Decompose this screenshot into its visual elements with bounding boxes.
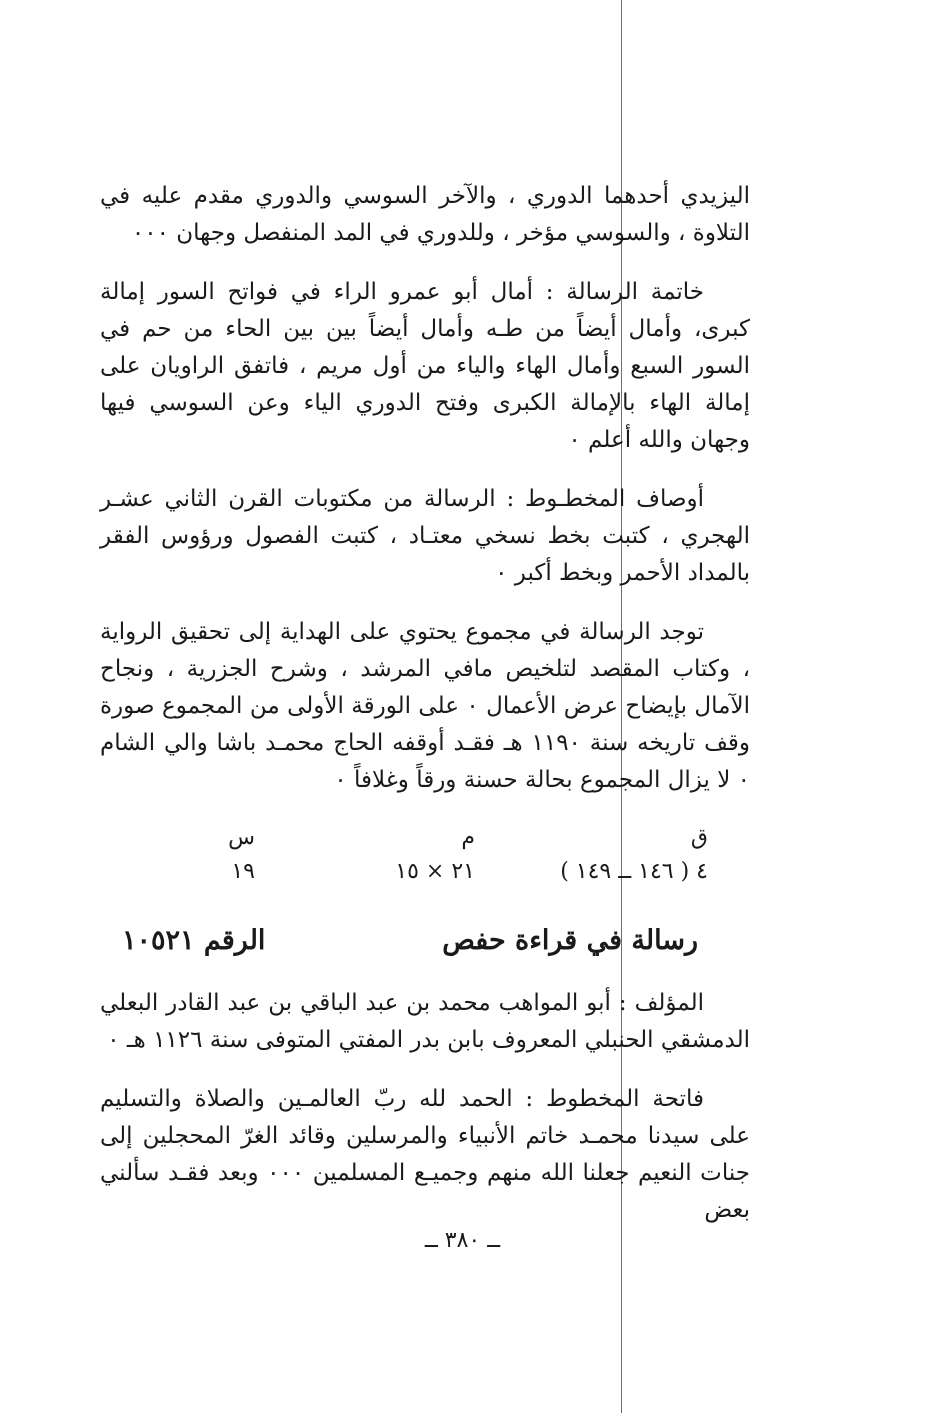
stat-dimensions-label: م	[461, 825, 475, 850]
document-page	[100, 178, 750, 1229]
stat-lines	[195, 821, 255, 889]
stat-lines-value: ١٩	[231, 859, 255, 884]
stat-folios	[488, 821, 708, 889]
paragraph-manuscript-description: أوصاف المخطـوط : الرسالة من مكتوبات القرن الثاني عشـر الهجري ، كتبت بخط نسخي معتـاد ، كتبت الفصول ورؤوس الفقر بالمداد الأحمر وبخط أكبر ٠	[100, 486, 750, 586]
stat-folios-value: ٤ ( ١٤٦ ــ ١٤٩ )	[560, 859, 708, 884]
stat-dimensions-value: ٢١ × ١٥	[395, 859, 475, 884]
paragraph-collection-location: توجد الرسالة في مجموع يحتوي على الهداية إلى تحقيق الرواية ، وكتاب المقصد لتلخيص مافي المرشد ، وشرح الجزرية ، ونجاح الآمال بإيضاح عرض الأعمال ٠ على الورقة الأولى من المجموع صورة وقف تاريخه سنة ١١٩٠ هـ فقـد أوقفه الحاج محمـد باشا والي الشام ٠ لا يزال المجموع بحالة حسنة ورقاً وغلافاً ٠	[100, 619, 751, 793]
paragraph-author: المؤلف : أبو المواهب محمد بن عبد الباقي بن عبد القادر البعلي الدمشقي الحنبلي المعروف بابن بدر المفتي المتوفى سنة ١١٢٦ هـ ٠	[100, 990, 750, 1053]
entry-title: رسالة في قراءة حفص	[442, 925, 698, 956]
page-number: ــ ٣٨٠ ــ	[424, 1228, 501, 1253]
manuscript-stats	[100, 821, 750, 895]
entry-number: الرقم ١٠٥٢١	[122, 925, 266, 956]
entry-heading	[100, 915, 750, 967]
stat-dimensions	[345, 821, 475, 889]
paragraph-epistle-ending: خاتمة الرسالة : أمال أبو عمرو الراء في فواتح السور إمالة كبرى، وأمال أيضاً من طـه وأمال أيضاً بين بين الحاء من حم في السور السبع وأمال الهاء والياء من أول مريم ، فاتفق الراويان على إمالة الهاء بالإمالة الكبرى وفتح الدوري الياء وعن السوسي فيها وجهان والله أعلم ٠	[100, 279, 750, 453]
stat-lines-label: س	[228, 825, 255, 850]
stat-folios-label: ق	[690, 825, 708, 850]
paragraph-reciters-continuation: اليزيدي أحدهما الدوري ، والآخر السوسي والدوري مقدم عليه في التلاوة ، والسوسي مؤخر ، وللدوري في المد المنفصل وجهان ٠٠٠	[100, 183, 750, 246]
paragraph-manuscript-opening: فاتحة المخطوط : الحمد لله ربّ العالمـين والصلاة والتسليم على سيدنا محمـد خاتم الأنبياء والمرسلين وقائد الغرّ المحجلين إلى جنات النعيم جعلنا الله منهم وجميـع المسلمين ٠٠٠ وبعد فقـد سألني بعض	[100, 1086, 750, 1223]
